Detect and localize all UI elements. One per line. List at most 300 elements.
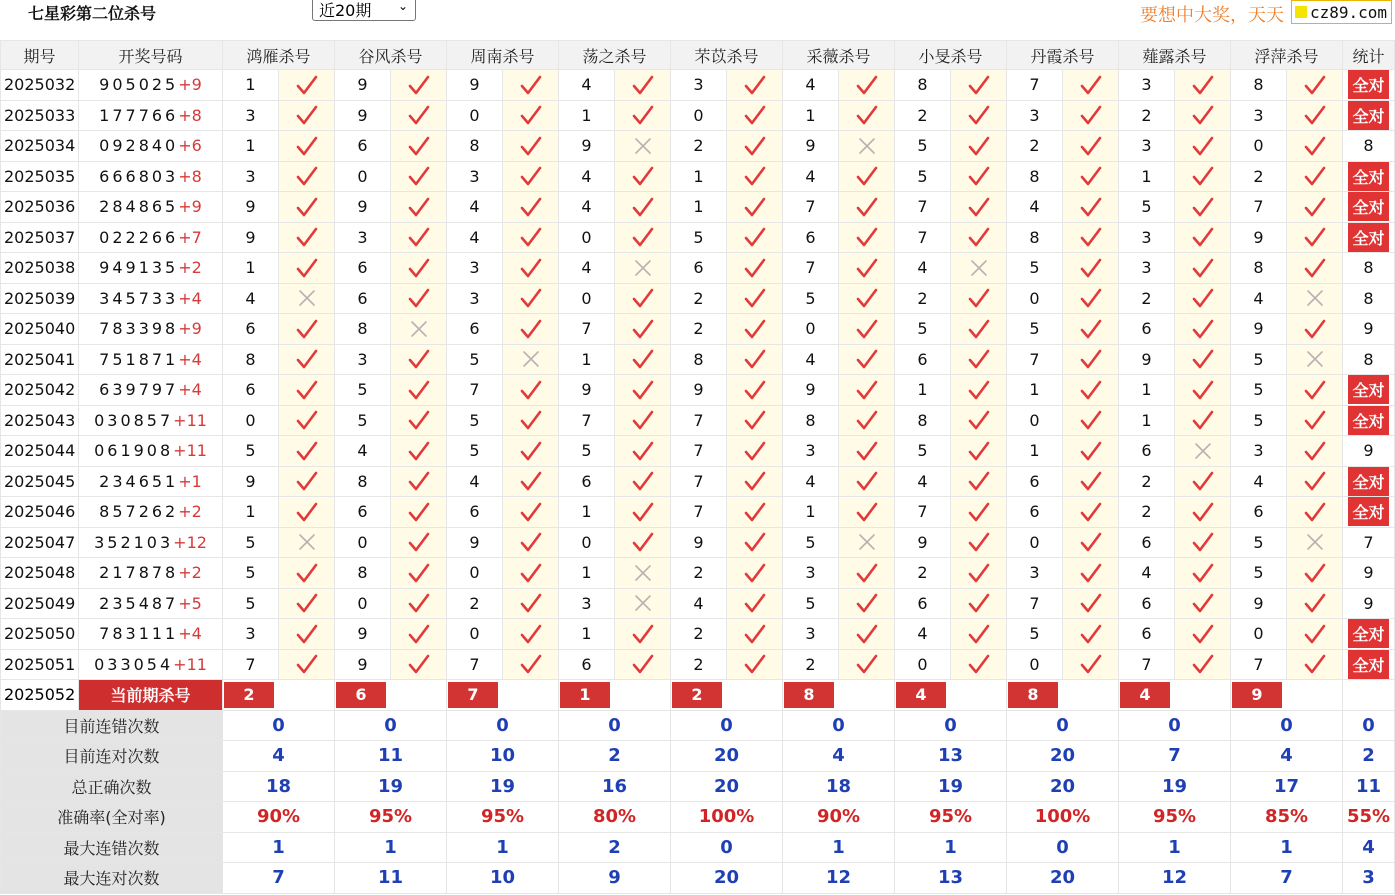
result-mark-cell — [391, 70, 447, 101]
result-mark-cell — [1063, 314, 1119, 345]
result-mark-cell — [1287, 253, 1343, 284]
tally-cell — [1343, 405, 1395, 436]
stat-value: 90% — [783, 802, 895, 833]
kill-pick-cell: 5 — [895, 131, 951, 162]
stat-label: 最大连对次数 — [1, 863, 223, 894]
kill-pick-cell: 3 — [1007, 100, 1063, 131]
check-icon — [743, 470, 767, 492]
result-mark-cell — [1063, 344, 1119, 375]
kill-pick-cell: 5 — [895, 436, 951, 467]
stat-value: 1 — [895, 832, 1007, 863]
site-badge[interactable] — [1291, 0, 1392, 24]
kill-pick-cell: 4 — [895, 253, 951, 284]
kill-pick-cell: 1 — [559, 100, 615, 131]
check-icon — [743, 287, 767, 309]
stat-value: 20 — [671, 863, 783, 894]
check-icon — [407, 379, 431, 401]
table-row — [1, 497, 1395, 528]
check-icon — [1303, 196, 1327, 218]
result-mark-cell — [1175, 161, 1231, 192]
kill-pick-cell: 9 — [671, 527, 727, 558]
kill-pick-cell: 3 — [223, 161, 279, 192]
kill-pick-cell: 8 — [335, 314, 391, 345]
result-mark-cell — [391, 253, 447, 284]
kill-pick-cell: 6 — [223, 375, 279, 406]
kill-pick-cell: 3 — [559, 588, 615, 619]
kill-pick-cell: 0 — [559, 527, 615, 558]
table-row — [1, 253, 1395, 284]
kill-pick-cell: 2 — [671, 283, 727, 314]
check-icon — [967, 348, 991, 370]
result-mark-cell — [839, 527, 895, 558]
table-row — [1, 619, 1395, 650]
kill-pick-cell: 3 — [783, 436, 839, 467]
kill-pick-cell: 1 — [559, 619, 615, 650]
kill-pick-cell: 9 — [335, 100, 391, 131]
cross-icon — [1303, 287, 1327, 309]
stat-value: 16 — [559, 771, 671, 802]
result-mark-cell — [615, 619, 671, 650]
draw-plus-digit: +11 — [173, 654, 207, 674]
current-pick: 2 — [672, 682, 722, 708]
check-icon — [967, 287, 991, 309]
result-mark-cell — [279, 405, 335, 436]
kill-pick-cell: 1 — [559, 344, 615, 375]
check-icon — [743, 196, 767, 218]
tally-cell — [1343, 283, 1395, 314]
issue-cell: 2025042 — [1, 375, 79, 406]
draw-plus-digit: +12 — [173, 532, 207, 552]
result-mark-cell — [951, 192, 1007, 223]
issue-cell: 2025033 — [1, 100, 79, 131]
result-mark-cell — [727, 405, 783, 436]
stat-value: 20 — [1007, 863, 1119, 894]
result-mark-cell — [1287, 344, 1343, 375]
stat-row — [1, 710, 1395, 741]
draw-numbers-cell — [79, 192, 223, 223]
draw-plus-digit: +5 — [178, 593, 202, 613]
cross-icon — [295, 287, 319, 309]
current-pick-cell — [223, 680, 335, 711]
kill-pick-cell: 6 — [223, 314, 279, 345]
stat-value: 95% — [895, 802, 1007, 833]
stat-label: 总正确次数 — [1, 771, 223, 802]
kill-pick-cell: 4 — [559, 192, 615, 223]
stat-total: 0 — [1343, 710, 1395, 741]
stat-value: 20 — [1007, 741, 1119, 772]
kill-pick-cell: 9 — [447, 527, 503, 558]
check-icon — [519, 74, 543, 96]
check-icon — [1191, 348, 1215, 370]
stat-value: 20 — [671, 771, 783, 802]
issue-cell: 2025040 — [1, 314, 79, 345]
check-icon — [631, 226, 655, 248]
check-icon — [1191, 470, 1215, 492]
result-mark-cell — [279, 222, 335, 253]
result-mark-cell — [279, 192, 335, 223]
check-icon — [1191, 531, 1215, 553]
result-mark-cell — [951, 558, 1007, 589]
draw-digits: 177766 — [99, 105, 179, 125]
result-mark-cell — [727, 466, 783, 497]
kill-pick-cell: 6 — [1119, 436, 1175, 467]
current-pick: 9 — [1232, 682, 1282, 708]
check-icon — [519, 653, 543, 675]
stat-value: 4 — [223, 741, 335, 772]
result-mark-cell — [391, 192, 447, 223]
draw-numbers-cell — [79, 161, 223, 192]
kill-pick-cell: 8 — [895, 405, 951, 436]
check-icon — [1303, 226, 1327, 248]
check-icon — [1079, 348, 1103, 370]
check-icon — [631, 74, 655, 96]
all-correct-badge: 全对 — [1348, 162, 1388, 191]
stat-label: 准确率(全对率) — [1, 802, 223, 833]
result-mark-cell — [1063, 588, 1119, 619]
kill-pick-cell: 2 — [671, 558, 727, 589]
kill-pick-cell: 0 — [335, 588, 391, 619]
result-mark-cell — [615, 558, 671, 589]
kill-pick-cell: 5 — [895, 314, 951, 345]
result-mark-cell — [391, 466, 447, 497]
kill-pick-cell: 6 — [1119, 527, 1175, 558]
stat-value: 90% — [223, 802, 335, 833]
result-mark-cell — [727, 161, 783, 192]
kill-pick-cell: 6 — [1007, 497, 1063, 528]
check-icon — [407, 74, 431, 96]
kill-pick-cell: 9 — [559, 131, 615, 162]
check-icon — [855, 379, 879, 401]
result-mark-cell — [839, 466, 895, 497]
issue-cell: 2025051 — [1, 649, 79, 680]
kill-pick-cell: 2 — [1119, 283, 1175, 314]
result-mark-cell — [391, 344, 447, 375]
check-icon — [295, 257, 319, 279]
kill-pick-cell: 8 — [335, 558, 391, 589]
kill-pick-cell: 7 — [447, 375, 503, 406]
check-icon — [407, 470, 431, 492]
table-row — [1, 649, 1395, 680]
kill-pick-cell: 3 — [783, 619, 839, 650]
result-mark-cell — [503, 649, 559, 680]
check-icon — [519, 196, 543, 218]
kill-pick-cell: 1 — [671, 192, 727, 223]
kill-pick-cell: 9 — [671, 375, 727, 406]
stat-value: 13 — [895, 863, 1007, 894]
draw-digits: 030857 — [94, 410, 174, 430]
result-mark-cell — [1175, 375, 1231, 406]
issue-cell: 2025047 — [1, 527, 79, 558]
result-mark-cell — [839, 375, 895, 406]
result-mark-cell — [951, 649, 1007, 680]
result-mark-cell — [503, 436, 559, 467]
table-row — [1, 436, 1395, 467]
cross-icon — [1303, 531, 1327, 553]
issue-cell: 2025041 — [1, 344, 79, 375]
check-icon — [1303, 74, 1327, 96]
kill-pick-cell: 5 — [895, 161, 951, 192]
stat-total: 3 — [1343, 863, 1395, 894]
current-pick-cell — [783, 680, 895, 711]
result-mark-cell — [951, 588, 1007, 619]
result-mark-cell — [1287, 192, 1343, 223]
check-icon — [519, 318, 543, 340]
kill-pick-cell: 0 — [895, 649, 951, 680]
result-mark-cell — [615, 405, 671, 436]
kill-pick-cell: 9 — [1231, 588, 1287, 619]
current-pick-cell — [559, 680, 671, 711]
kill-pick-cell: 0 — [671, 100, 727, 131]
check-icon — [407, 287, 431, 309]
result-mark-cell — [279, 619, 335, 650]
issue-cell: 2025049 — [1, 588, 79, 619]
result-mark-cell — [1063, 131, 1119, 162]
result-mark-cell — [727, 314, 783, 345]
issue-cell: 2025039 — [1, 283, 79, 314]
kill-pick-cell: 6 — [1119, 314, 1175, 345]
result-mark-cell — [1287, 405, 1343, 436]
current-pick-cell — [1119, 680, 1231, 711]
all-correct-badge: 全对 — [1348, 375, 1388, 404]
result-mark-cell — [1063, 192, 1119, 223]
current-pick-cell — [671, 680, 783, 711]
kill-pick-cell: 2 — [1119, 466, 1175, 497]
header-expert: 采薇杀号 — [783, 41, 895, 70]
tally-cell — [1343, 588, 1395, 619]
stat-value: 19 — [895, 771, 1007, 802]
kill-pick-cell: 3 — [335, 344, 391, 375]
result-mark-cell — [1063, 222, 1119, 253]
check-icon — [967, 135, 991, 157]
kill-pick-cell: 4 — [447, 222, 503, 253]
stat-value: 100% — [1007, 802, 1119, 833]
stat-value: 18 — [783, 771, 895, 802]
check-icon — [855, 348, 879, 370]
draw-numbers-cell — [79, 588, 223, 619]
check-icon — [855, 104, 879, 126]
result-mark-cell — [279, 497, 335, 528]
issue-cell: 2025043 — [1, 405, 79, 436]
kill-pick-cell: 9 — [559, 375, 615, 406]
check-icon — [743, 409, 767, 431]
check-icon — [855, 501, 879, 523]
check-icon — [407, 409, 431, 431]
kill-pick-cell: 0 — [447, 100, 503, 131]
current-pick: 1 — [560, 682, 610, 708]
period-select[interactable] — [312, 0, 416, 21]
tally-value: 8 — [1363, 258, 1374, 278]
result-mark-cell — [1175, 405, 1231, 436]
result-mark-cell — [279, 466, 335, 497]
stat-value: 1 — [335, 832, 447, 863]
result-mark-cell — [1175, 70, 1231, 101]
stat-value: 1 — [447, 832, 559, 863]
result-mark-cell — [503, 558, 559, 589]
check-icon — [967, 318, 991, 340]
check-icon — [1079, 592, 1103, 614]
kill-pick-cell: 4 — [895, 466, 951, 497]
draw-digits: 092840 — [99, 136, 179, 156]
check-icon — [295, 379, 319, 401]
table-row — [1, 314, 1395, 345]
check-icon — [1079, 74, 1103, 96]
all-correct-badge: 全对 — [1348, 650, 1388, 679]
kill-pick-cell: 0 — [335, 161, 391, 192]
draw-plus-digit: +2 — [178, 258, 202, 278]
kill-pick-cell: 6 — [559, 649, 615, 680]
cross-icon — [855, 135, 879, 157]
stat-value: 10 — [447, 863, 559, 894]
check-icon — [967, 592, 991, 614]
table-row — [1, 375, 1395, 406]
check-icon — [1079, 379, 1103, 401]
stat-value: 95% — [1119, 802, 1231, 833]
draw-digits: 284865 — [99, 197, 179, 217]
result-mark-cell — [279, 558, 335, 589]
cross-icon — [519, 348, 543, 370]
stat-label: 目前连对次数 — [1, 741, 223, 772]
kill-pick-cell: 3 — [447, 161, 503, 192]
result-mark-cell — [391, 283, 447, 314]
kill-pick-cell: 7 — [783, 192, 839, 223]
stat-value: 1 — [1231, 832, 1343, 863]
stat-value: 0 — [1007, 710, 1119, 741]
draw-numbers-cell — [79, 466, 223, 497]
table-row — [1, 344, 1395, 375]
result-mark-cell — [1063, 649, 1119, 680]
result-mark-cell — [615, 527, 671, 558]
result-mark-cell — [391, 558, 447, 589]
result-mark-cell — [839, 70, 895, 101]
header-expert: 芣苡杀号 — [671, 41, 783, 70]
stat-total: 11 — [1343, 771, 1395, 802]
stat-value: 1 — [783, 832, 895, 863]
kill-pick-cell: 1 — [1007, 375, 1063, 406]
result-mark-cell — [1063, 70, 1119, 101]
kill-pick-cell: 8 — [335, 466, 391, 497]
result-mark-cell — [279, 314, 335, 345]
draw-plus-digit: +8 — [178, 166, 202, 186]
cross-icon — [407, 318, 431, 340]
result-mark-cell — [1063, 375, 1119, 406]
stat-value: 7 — [1231, 863, 1343, 894]
check-icon — [295, 318, 319, 340]
check-icon — [855, 470, 879, 492]
result-mark-cell — [1287, 466, 1343, 497]
result-mark-cell — [1287, 100, 1343, 131]
check-icon — [855, 257, 879, 279]
check-icon — [855, 653, 879, 675]
draw-plus-digit: +4 — [178, 349, 202, 369]
kill-pick-cell: 7 — [895, 192, 951, 223]
check-icon — [1303, 409, 1327, 431]
tally-cell — [1343, 70, 1395, 101]
check-icon — [743, 592, 767, 614]
result-mark-cell — [727, 253, 783, 284]
result-mark-cell — [503, 131, 559, 162]
check-icon — [295, 196, 319, 218]
kill-pick-cell: 6 — [335, 283, 391, 314]
kill-pick-cell: 2 — [783, 649, 839, 680]
all-correct-badge: 全对 — [1348, 101, 1388, 130]
header-issue: 期号 — [1, 41, 79, 70]
result-mark-cell — [951, 497, 1007, 528]
check-icon — [1079, 165, 1103, 187]
check-icon — [855, 165, 879, 187]
current-pick: 7 — [448, 682, 498, 708]
tally-cell — [1343, 436, 1395, 467]
issue-cell: 2025037 — [1, 222, 79, 253]
check-icon — [295, 440, 319, 462]
result-mark-cell — [839, 588, 895, 619]
table-row — [1, 588, 1395, 619]
issue-cell: 2025034 — [1, 131, 79, 162]
draw-plus-digit: +7 — [178, 227, 202, 247]
site-badge-text: cz89.com — [1310, 2, 1388, 22]
kill-pick-cell: 6 — [895, 588, 951, 619]
current-pick-cell — [1231, 680, 1343, 711]
result-mark-cell — [615, 375, 671, 406]
draw-plus-digit: +6 — [178, 136, 202, 156]
result-mark-cell — [839, 314, 895, 345]
kill-pick-cell: 1 — [671, 161, 727, 192]
kill-pick-cell: 2 — [1231, 161, 1287, 192]
result-mark-cell — [1287, 314, 1343, 345]
check-icon — [295, 501, 319, 523]
kill-pick-cell: 3 — [223, 619, 279, 650]
draw-plus-digit: +2 — [178, 502, 202, 522]
cross-icon — [1191, 440, 1215, 462]
check-icon — [519, 257, 543, 279]
draw-digits: 235487 — [99, 593, 179, 613]
result-mark-cell — [1063, 283, 1119, 314]
result-mark-cell — [1287, 283, 1343, 314]
stat-value: 95% — [447, 802, 559, 833]
result-mark-cell — [1287, 527, 1343, 558]
draw-numbers-cell — [79, 558, 223, 589]
check-icon — [1303, 104, 1327, 126]
check-icon — [1303, 501, 1327, 523]
check-icon — [1079, 257, 1103, 279]
check-icon — [743, 379, 767, 401]
kill-pick-cell: 3 — [335, 222, 391, 253]
result-mark-cell — [951, 100, 1007, 131]
result-mark-cell — [279, 527, 335, 558]
kill-pick-cell: 4 — [223, 283, 279, 314]
kill-pick-cell: 7 — [1119, 649, 1175, 680]
kill-pick-cell: 8 — [671, 344, 727, 375]
header-expert: 小旻杀号 — [895, 41, 1007, 70]
check-icon — [295, 135, 319, 157]
check-icon — [743, 623, 767, 645]
cross-icon — [631, 592, 655, 614]
kill-pick-cell: 8 — [1231, 70, 1287, 101]
result-mark-cell — [391, 375, 447, 406]
result-mark-cell — [615, 192, 671, 223]
result-mark-cell — [1175, 558, 1231, 589]
check-icon — [519, 379, 543, 401]
stat-value: 10 — [447, 741, 559, 772]
tally-cell — [1343, 131, 1395, 162]
kill-pick-cell: 6 — [447, 497, 503, 528]
kill-pick-cell: 5 — [1231, 405, 1287, 436]
kill-pick-cell: 3 — [447, 253, 503, 284]
cross-icon — [1303, 348, 1327, 370]
result-mark-cell — [839, 100, 895, 131]
result-mark-cell — [727, 649, 783, 680]
result-mark-cell — [839, 131, 895, 162]
check-icon — [743, 165, 767, 187]
